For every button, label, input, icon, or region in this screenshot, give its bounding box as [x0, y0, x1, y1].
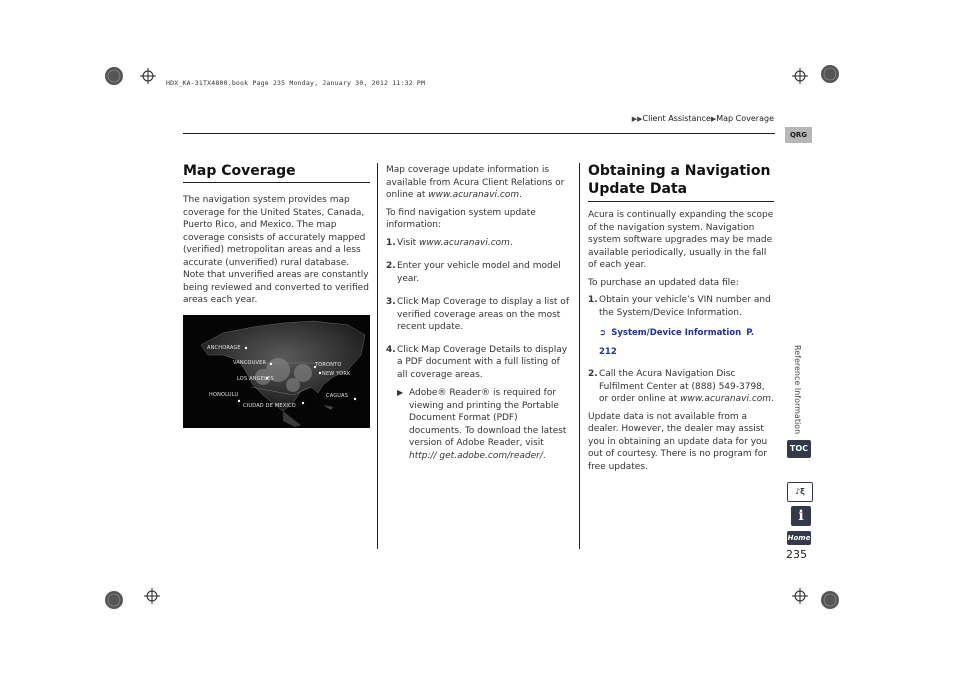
- map-label-los-angeles: LOS ANGELES: [237, 376, 274, 382]
- column-divider: [377, 163, 378, 549]
- home-button[interactable]: Home: [787, 531, 811, 545]
- purchase-instructions: To purchase an updated data file:: [588, 277, 739, 288]
- acuranavi-url[interactable]: www.acuranavi.com: [680, 394, 772, 404]
- breadcrumb: [632, 114, 774, 123]
- adobe-reader-note: ▶ Adobe® Reader® is required for viewing and printing the Portable Document Format (PDF) documents. To download the latest version of Adobe Reader, visit http:// get.adobe.com/reader/.: [397, 388, 567, 461]
- qrg-button[interactable]: QRG: [785, 127, 812, 143]
- find-instructions: To find navigation system update information:: [386, 207, 536, 230]
- index-icon: ♪ξ: [795, 487, 805, 496]
- print-metadata-line: HDX_KA-31TX4800.book Page 235 Monday, January 30, 2012 11:32 PM: [166, 79, 426, 87]
- info-button[interactable]: [791, 506, 811, 526]
- breadcrumb-arrow-icon: ▶▶: [631, 115, 643, 123]
- step-1: 1. Obtain your vehicle’s VIN number and the System/Device Information.: [588, 295, 771, 318]
- map-label-anchorage: ANCHORAGE: [207, 345, 241, 351]
- map-label-new-york: NEW YORK: [322, 371, 351, 377]
- map-label-honolulu: HONOLULU: [209, 392, 239, 398]
- closing-note: Update data is not available from a dealer. However, the dealer may assist you in obtaining an update data for you out of courtesy. There is no program for free updates.: [588, 411, 768, 472]
- map-coverage-section: [183, 162, 370, 307]
- page-number: 235: [786, 548, 807, 561]
- link-arrow-icon: ➲: [599, 328, 607, 338]
- acuranavi-url[interactable]: www.acuranavi.com: [419, 237, 510, 248]
- registration-mark-icon: [96, 580, 166, 620]
- obtaining-update-section: [588, 162, 774, 473]
- breadcrumb-current: Map Coverage: [716, 114, 774, 123]
- title-rule: [183, 182, 370, 183]
- registration-mark-icon: [770, 580, 840, 620]
- side-section-label: Reference Information: [793, 345, 802, 435]
- toc-button[interactable]: TOC: [787, 440, 811, 458]
- index-button[interactable]: [787, 482, 813, 502]
- update-info-section: [386, 164, 570, 462]
- info-icon: i: [798, 508, 804, 524]
- map-coverage-body: The navigation system provides map coverage for the United States, Canada, Puerto Rico, and Mexico. The map coverage consists of accurately mapped (verified) metropolitan areas and a less accurate (unverified) rural database. Note that unverified areas are constantly being reviewed and converted to verified areas each year.: [183, 195, 369, 305]
- note-arrow-icon: ▶: [397, 388, 404, 397]
- map-label-vancouver: VANCOUVER: [233, 360, 267, 366]
- map-label-toronto: TORONTO: [315, 362, 342, 368]
- step-1: 1. Visit www.acuranavi.com.: [386, 237, 513, 248]
- title-rule: [588, 201, 774, 202]
- north-america-coverage-map: [183, 315, 370, 428]
- acuranavi-url[interactable]: www.acuranavi.com: [428, 190, 520, 200]
- map-label-caguas: CAGUAS: [326, 393, 349, 399]
- registration-mark-icon: [96, 56, 156, 96]
- system-device-info-link[interactable]: ➲ System/Device Information P. 212: [599, 328, 755, 357]
- update-intro: Map coverage update information is available from Acura Client Relations or online at www.acuranavi.com.: [386, 165, 565, 200]
- obtaining-body: Acura is continually expanding the scope of the navigation system. Navigation system software upgrades may be made available periodically, usually in the fall of each year.: [588, 210, 774, 270]
- header-rule: [183, 133, 775, 134]
- section-title: Obtaining a Navigation Update Data: [588, 163, 771, 197]
- breadcrumb-link-client-assistance[interactable]: Client Assistance: [642, 114, 711, 123]
- registration-mark-icon: [770, 56, 840, 96]
- step-2: 2. Call the Acura Navigation Disc Fulfilment Center at (888) 549-3798, or order online at www.acuranavi.com.: [588, 369, 774, 404]
- map-label-ciudad-de-mexico: CIUDAD DE MEXICO: [243, 403, 296, 409]
- section-title: Map Coverage: [183, 163, 296, 179]
- step-3: 3. Click Map Coverage to display a list of verified coverage areas on the most recent update.: [386, 297, 569, 332]
- step-2: 2. Enter your vehicle model and model year.: [386, 261, 561, 284]
- adobe-reader-url[interactable]: http:// get.adobe.com/reader/: [409, 450, 543, 461]
- column-divider: [579, 163, 580, 549]
- step-4: 4. Click Map Coverage Details to display a PDF document with a full listing of all coverage areas.: [386, 344, 568, 380]
- breadcrumb-arrow-icon: ▶: [710, 115, 717, 123]
